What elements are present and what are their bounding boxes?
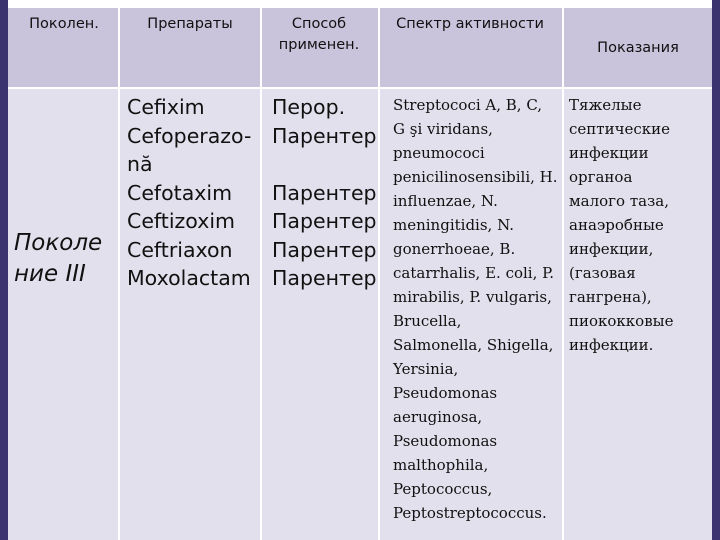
drug-item: Ceftizoxim — [127, 209, 235, 233]
header-route — [262, 14, 376, 56]
route-item: Парентер — [272, 180, 377, 205]
header-generation: Поколен. — [29, 16, 99, 32]
header-route-line2: применен. — [278, 37, 360, 53]
header-indications: Показания — [597, 40, 679, 56]
drug-item: Cefoperazo- — [127, 123, 252, 148]
indications-cell: Тяжелые септические инфекции органоа малого таза, анаэробные инфекции, (газовая гангрена), пиококковые инфекции. — [569, 96, 674, 354]
route-item: Парентер — [272, 237, 377, 262]
generation-cell — [14, 228, 102, 290]
drugs-cell — [127, 93, 251, 293]
row-divider — [8, 87, 712, 89]
right-border — [712, 0, 720, 540]
left-border — [0, 0, 8, 540]
drug-item: Moxolactam — [127, 266, 251, 290]
drug-item: nă — [127, 152, 153, 176]
route-item: Перор. — [272, 95, 346, 119]
header-route-line1: Способ — [291, 16, 347, 32]
routes-cell — [272, 93, 377, 293]
drug-item: Cefixim — [127, 95, 205, 119]
spectrum-cell: Streptococi A, B, C, G şi viridans, pneumococi penicilinosensibili, H. influenzae, N. meningitidis, N. gonerrhoeae, B. catarrhalis, E. coli, P. mirabilis, P. vulgaris, Brucella, Salmonella, Shigella, Yersinia, Pseudomonas aeruginosa, Pseudomonas malthophila, Peptococcus, Peptostreptococcus. — [393, 96, 558, 522]
route-item — [272, 150, 377, 179]
drug-item: Ceftriaxon — [127, 237, 233, 262]
route-item: Парентер — [272, 209, 377, 233]
generation-line1: Поколе — [14, 230, 103, 256]
header-spectrum: Спектр активности — [396, 16, 544, 32]
route-item: Парентер — [272, 123, 377, 148]
header-drugs: Препараты — [147, 16, 233, 32]
route-item: Парентер — [272, 266, 377, 290]
drug-item: Cefotaxim — [127, 180, 233, 205]
generation-line2: ние III — [14, 261, 86, 287]
